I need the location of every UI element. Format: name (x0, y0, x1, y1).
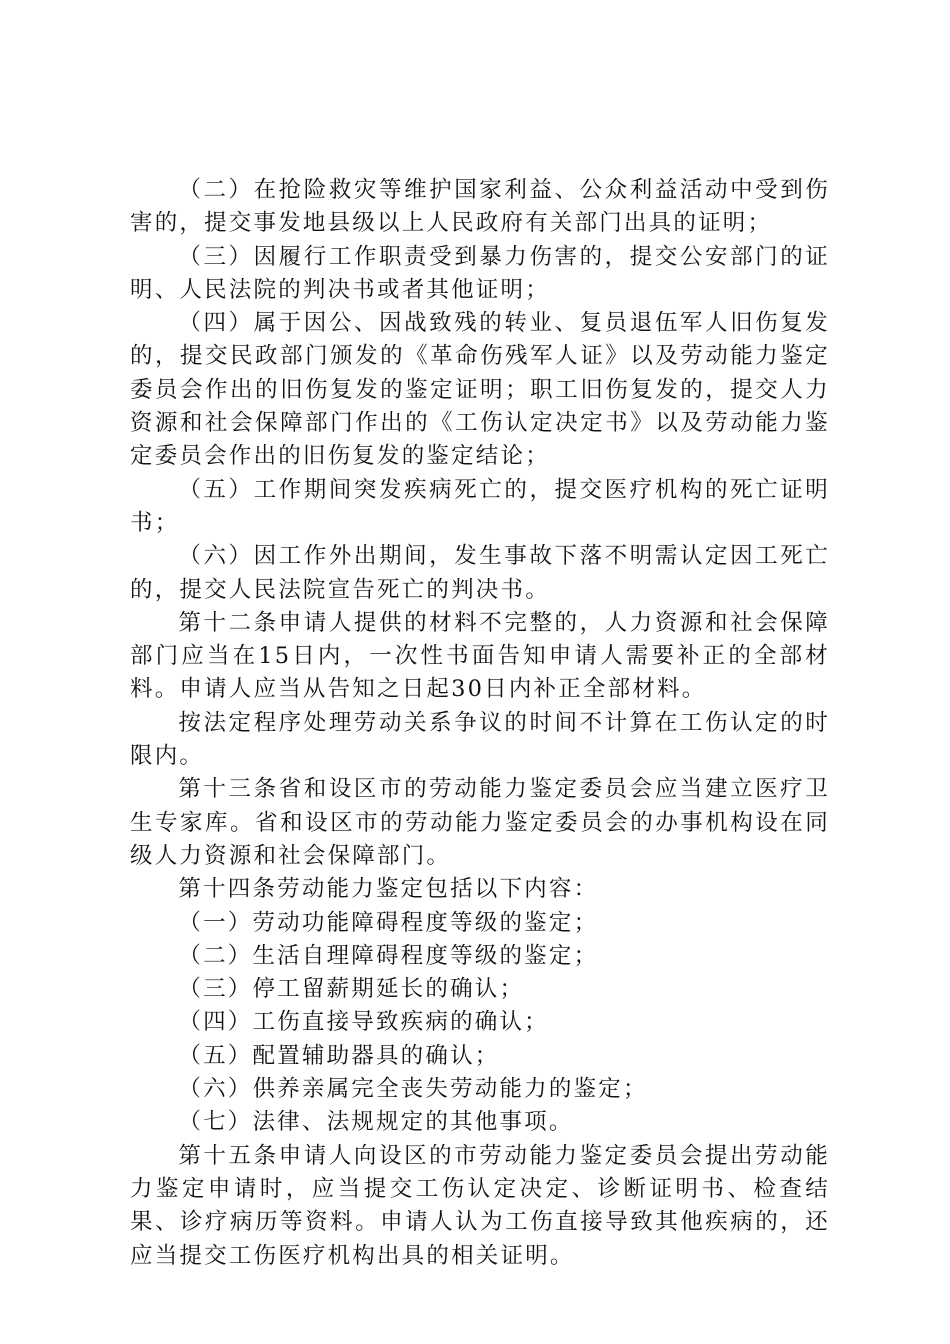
paragraph-article-14: 第十四条劳动能力鉴定包括以下内容： (178, 876, 599, 903)
paragraph-article-12-note: 按法定程序处理劳动关系争议的时间不计算在工伤认定的时限内。 (130, 709, 830, 770)
list-item-6: （六）供养亲属完全丧失劳动能力的鉴定； (178, 1076, 648, 1103)
list-item-4: （四）工伤直接导致疾病的确认； (178, 1009, 549, 1036)
paragraph-article-12: 第十二条申请人提供的材料不完整的，人力资源和社会保障部门应当在15日内，一次性书面告知申请人需要补正的全部材料。申请人应当从告知之日起30日内补正全部材料。 (130, 609, 830, 703)
document-body (130, 174, 830, 1273)
paragraph-item-6: （六）因工作外出期间，发生事故下落不明需认定因工死亡的，提交人民法院宣告死亡的判决书。 (130, 543, 830, 603)
list-item-7: （七）法律、法规规定的其他事项。 (178, 1109, 574, 1136)
list-item-3: （三）停工留薪期延长的确认； (178, 976, 525, 1003)
paragraph-item-5: （五）工作期间突发疾病死亡的，提交医疗机构的死亡证明书； (130, 476, 830, 536)
paragraph-item-4: （四）属于因公、因战致残的转业、复员退伍军人旧伤复发的，提交民政部门颁发的《革命伤残军人证》以及劳动能力鉴定委员会作出的旧伤复发的鉴定证明；职工旧伤复发的，提交人力资源和社会保障部门作出的《工伤认定决定书》以及劳动能力鉴定委员会作出的旧伤复发的鉴定结论； (130, 310, 830, 470)
paragraph-article-13: 第十三条省和设区市的劳动能力鉴定委员会应当建立医疗卫生专家库。省和设区市的劳动能力鉴定委员会的办事机构设在同级人力资源和社会保障部门。 (130, 776, 830, 869)
paragraph-item-2: （二）在抢险救灾等维护国家利益、公众利益活动中受到伤害的，提交事发地县级以上人民政府有关部门出具的证明； (130, 177, 830, 237)
paragraph-item-3: （三）因履行工作职责受到暴力伤害的，提交公安部门的证明、人民法院的判决书或者其他证明； (130, 243, 830, 303)
list-item-5: （五）配置辅助器具的确认； (178, 1042, 500, 1069)
list-item-2: （二）生活自理障碍程度等级的鉴定； (178, 942, 599, 969)
list-item-1: （一）劳动功能障碍程度等级的鉴定； (178, 909, 599, 936)
paragraph-article-15: 第十五条申请人向设区的市劳动能力鉴定委员会提出劳动能力鉴定申请时，应当提交工伤认定决定、诊断证明书、检查结果、诊疗病历等资料。申请人认为工伤直接导致其他疾病的，还应当提交工伤医疗机构出具的相关证明。 (130, 1142, 830, 1269)
